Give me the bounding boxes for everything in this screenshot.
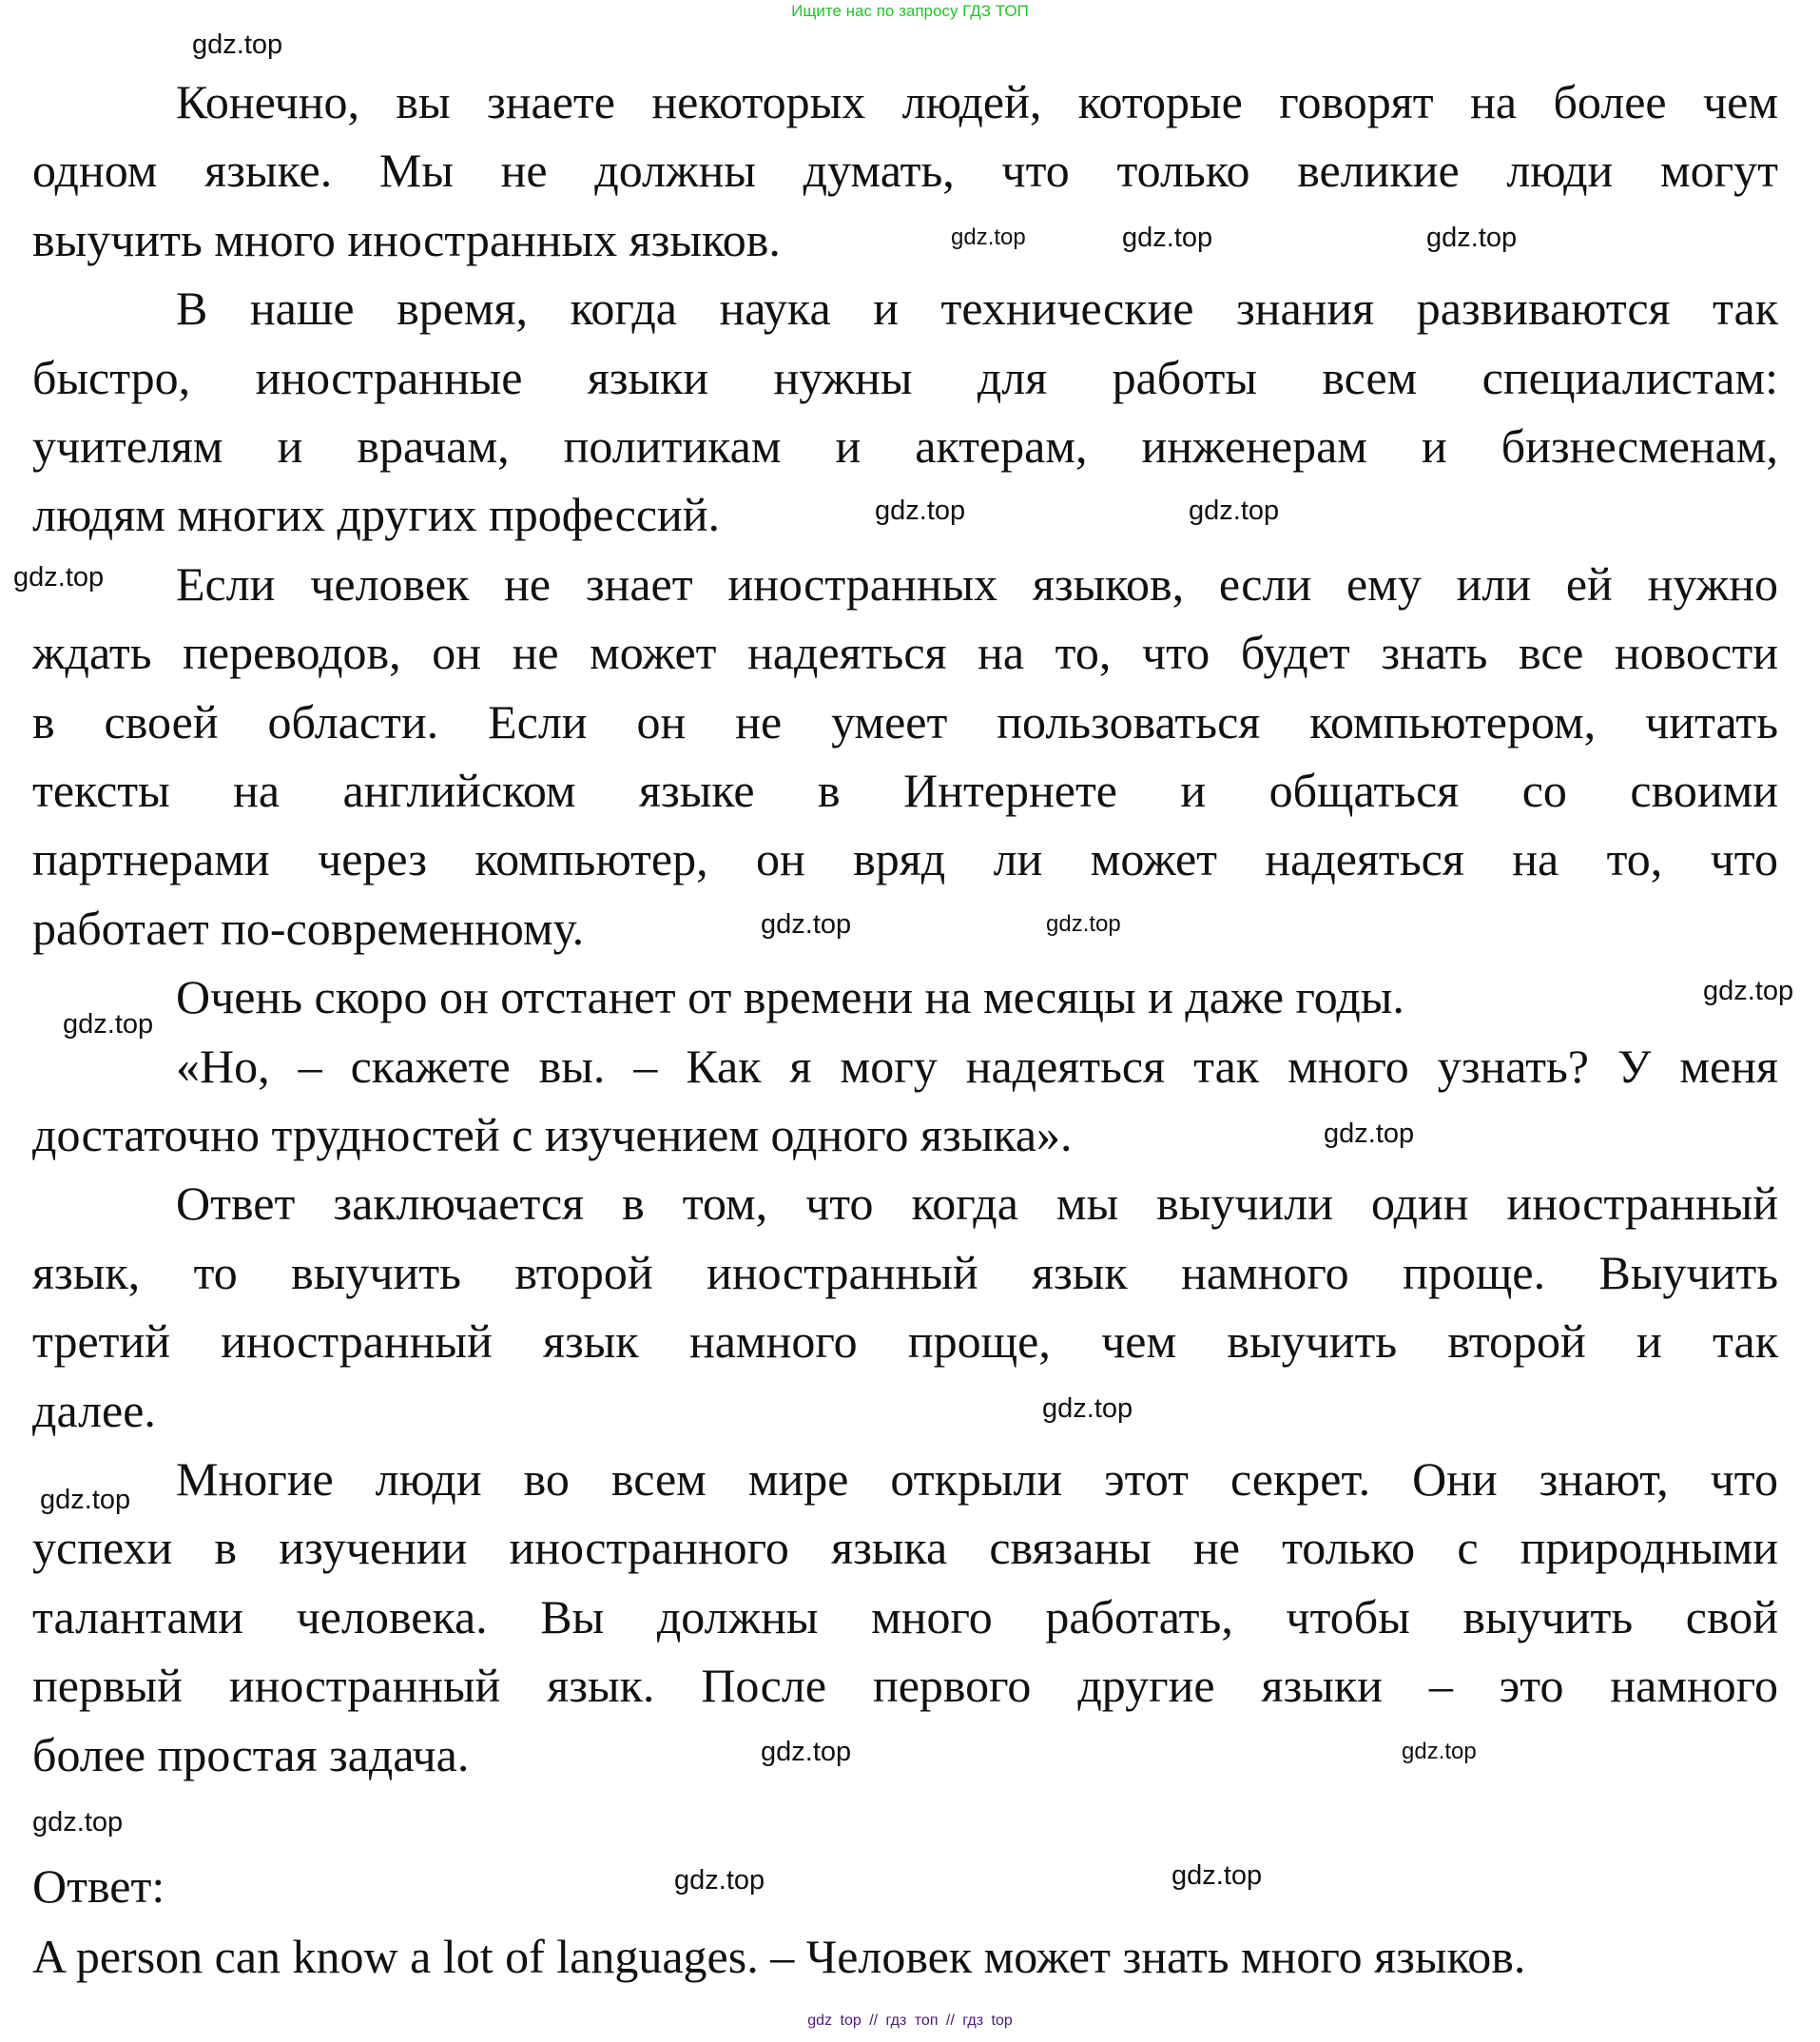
paragraph-line: более простая задача. — [32, 1727, 470, 1781]
paragraph-line: достаточно трудностей с изучением одного языка». — [32, 1108, 1073, 1161]
paragraph-line: Если человек не знает иностранных языков, если ему или ей нужно — [176, 556, 1778, 611]
paragraph-line: Конечно, вы знаете некоторых людей, которые говорят на более чем — [176, 75, 1778, 128]
watermark-text: gdz.top — [1042, 1393, 1133, 1424]
watermark-text: gdz.top — [1324, 1118, 1415, 1149]
watermark-text: gdz.top — [1402, 1739, 1477, 1764]
paragraph-line: талантами человека. Вы должны много работать, чтобы выучить свой — [32, 1589, 1778, 1643]
watermark-text: gdz.top — [192, 29, 283, 60]
watermark-text: gdz.top — [1703, 976, 1794, 1006]
watermark-text: gdz.top — [32, 1807, 124, 1838]
paragraph-line: выучить много иностранных языков. — [32, 212, 781, 266]
watermark-text: gdz.top — [1189, 496, 1280, 526]
watermark-text: gdz.top — [1122, 223, 1213, 253]
watermark-text: gdz.top — [1171, 1860, 1263, 1891]
paragraph-line: людям многих других профессий. — [32, 488, 721, 542]
paragraph-line: учителям и врачам, политикам и актерам, инженерам и бизнесменам, — [32, 419, 1778, 473]
watermark-text: gdz.top — [761, 1737, 852, 1767]
watermark-text: gdz.top — [63, 1009, 154, 1040]
paragraph-line: третий иностранный язык намного проще, чем выучить второй и так — [32, 1314, 1778, 1369]
paragraph-line: Многие люди во всем мире открыли этот секрет. Они знают, что — [176, 1452, 1778, 1506]
watermark-text: gdz.top — [761, 909, 852, 940]
paragraph-line: первый иностранный язык. После первого другие языки – это намного — [32, 1659, 1778, 1713]
paragraph-line: «Но, – скажете вы. – Как я могу надеяться так много узнать? У меня — [176, 1039, 1778, 1093]
paragraph-line: в своей области. Если он не умеет пользоваться компьютером, читать — [32, 694, 1778, 749]
paragraph-line: одном языке. Мы не должны думать, что только великие люди могут — [32, 144, 1778, 198]
watermark-text: gdz.top — [875, 496, 966, 526]
paragraph-line: тексты на английском языке в Интернете и общаться со своими — [32, 764, 1778, 817]
footer-links[interactable]: gdz top // гдз топ // гдз top — [807, 2013, 1013, 2029]
watermark-text: gdz.top — [1426, 223, 1518, 253]
paragraph-line: Ответ заключается в том, что когда мы выучили один иностранный — [176, 1177, 1778, 1231]
paragraph-line: партнерами через компьютер, он вряд ли может надеяться на то, что — [32, 832, 1778, 886]
paragraph-line: далее. — [32, 1383, 156, 1437]
paragraph-line: Очень скоро он отстанет от времени на месяцы и даже годы. — [176, 970, 1404, 1024]
watermark-text: gdz.top — [13, 562, 105, 593]
paragraph-line: работает по-современному. — [32, 901, 585, 955]
watermark-text: gdz.top — [951, 224, 1026, 250]
paragraph-line: язык, то выучить второй иностранный язык намного проще. Выучить — [32, 1245, 1778, 1299]
paragraph-line: ждать переводов, он не может надеяться на то, что будет знать все новости — [32, 626, 1778, 680]
paragraph-line: успехи в изучении иностранного языка связаны не только с природными — [32, 1521, 1778, 1575]
search-promo-banner[interactable]: Ищите нас по запросу ГДЗ ТОП — [791, 2, 1029, 20]
watermark-text: gdz.top — [40, 1485, 131, 1515]
paragraph-line: быстро, иностранные языки нужны для работы всем специалистам: — [32, 350, 1778, 404]
answer-label: Ответ: — [32, 1859, 165, 1913]
watermark-text: gdz.top — [674, 1865, 765, 1896]
watermark-text: gdz.top — [1046, 911, 1121, 937]
paragraph-line: В наше время, когда наука и технические знания развиваются так — [176, 282, 1778, 336]
answer-text: A person can know a lot of languages. – Человек может знать много языков. — [32, 1930, 1526, 1983]
